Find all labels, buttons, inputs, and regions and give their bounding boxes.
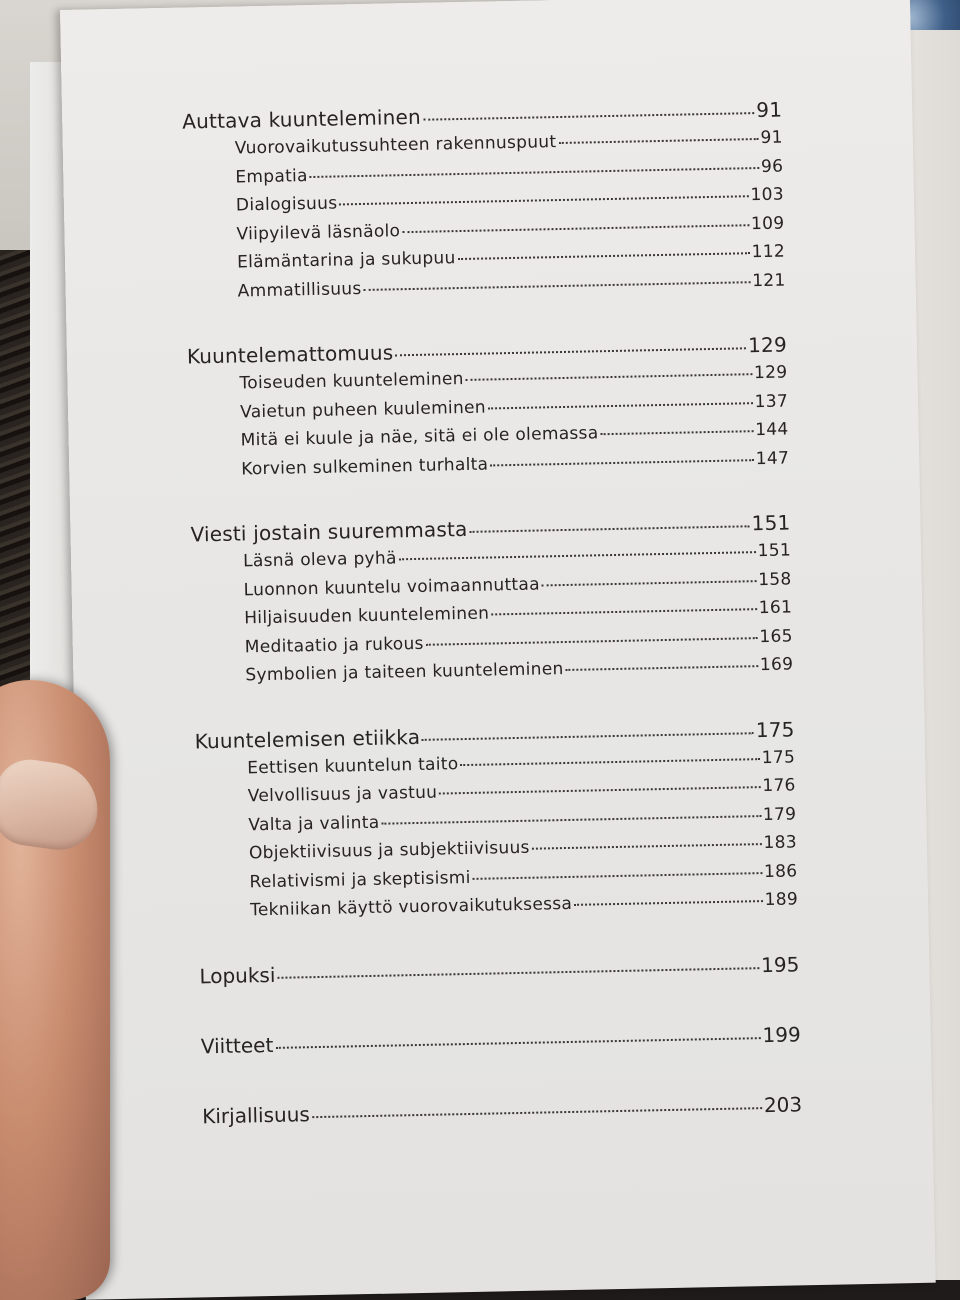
dot-leader xyxy=(312,1106,762,1118)
subsection-title: Vuorovaikutussuhteen rakennuspuut xyxy=(234,132,557,159)
page-number: 151 xyxy=(751,510,791,536)
dot-leader xyxy=(532,842,762,850)
dot-leader xyxy=(381,814,761,825)
page-number: 129 xyxy=(747,332,788,358)
page-number: 199 xyxy=(762,1021,801,1047)
chapter-title: Kuuntelemisen etiikka xyxy=(194,724,421,753)
page-number: 176 xyxy=(762,775,796,797)
subsection-title: Relativismi ja skeptisismi xyxy=(249,867,471,892)
subsection-title: Hiljaisuuden kuunteleminen xyxy=(244,603,490,629)
page-number: 103 xyxy=(750,184,785,206)
page-number: 137 xyxy=(754,390,789,412)
page-number: 165 xyxy=(759,625,793,647)
subsection-title: Objektiivisuus ja subjektiivisuus xyxy=(248,837,530,864)
dot-leader xyxy=(600,429,753,435)
dot-leader xyxy=(402,223,749,233)
subsection-title: Vaietun puheen kuuleminen xyxy=(239,397,487,422)
final-title: Lopuksi xyxy=(199,962,276,988)
subsection-title: Meditaatio ja rukous xyxy=(244,633,424,657)
dot-leader xyxy=(310,166,759,178)
subsection-title: Valta ja valinta xyxy=(248,812,380,835)
final-title: Kirjallisuus xyxy=(201,1101,311,1128)
subsection-title: Viipyilevä läsnäolo xyxy=(236,220,401,245)
toc-section xyxy=(190,510,793,695)
subsection-title: Tekniikan käyttö vuorovaikutuksessa xyxy=(249,893,573,921)
chapter-title: Viesti jostain suuremmasta xyxy=(190,516,468,547)
subsection-title: Läsnä oleva pyhä xyxy=(242,548,397,572)
page-number: 147 xyxy=(755,447,790,469)
table-of-contents xyxy=(182,98,802,1134)
dot-leader xyxy=(395,346,746,356)
page-number: 144 xyxy=(755,419,789,441)
page-number: 112 xyxy=(751,241,786,263)
page-number: 129 xyxy=(753,362,788,384)
dot-leader xyxy=(574,899,763,906)
page-number: 175 xyxy=(755,716,795,742)
dot-leader xyxy=(488,401,753,409)
toc-section xyxy=(187,332,790,488)
subsection-title: Eettisen kuuntelun taito xyxy=(247,753,459,778)
dot-leader xyxy=(491,607,757,615)
dot-leader xyxy=(439,785,760,794)
page-number: 121 xyxy=(752,269,786,291)
dot-leader xyxy=(399,550,756,560)
page-number: 91 xyxy=(760,127,783,148)
page-number: 189 xyxy=(764,889,799,911)
subsection-title: Korvien sulkeminen turhalta xyxy=(241,453,489,479)
dot-leader xyxy=(423,111,754,121)
page-number: 175 xyxy=(761,746,796,768)
toc-section xyxy=(182,98,786,311)
subsection-title: Velvollisuus ja vastuu xyxy=(247,782,438,807)
page-number: 109 xyxy=(750,213,785,234)
chapter-title: Kuuntelemattomuus xyxy=(186,340,394,369)
toc-section xyxy=(194,717,798,930)
page-number: 195 xyxy=(760,951,800,977)
subsection-title: Elämäntarina ja sukupuu xyxy=(236,248,456,273)
page-number: 158 xyxy=(758,568,792,590)
subsection-title: Ammatillisuus xyxy=(237,278,362,301)
dot-leader xyxy=(426,636,758,646)
page-number: 186 xyxy=(763,860,798,882)
page-number: 183 xyxy=(763,832,798,854)
subsection-title: Toiseuden kuunteleminen xyxy=(239,368,464,394)
subsection-title: Luonnon kuuntelu voimaannuttaa xyxy=(243,573,541,600)
page-number: 151 xyxy=(757,540,792,562)
dot-leader xyxy=(277,966,759,979)
page-number: 161 xyxy=(758,597,793,619)
dot-leader xyxy=(422,731,754,741)
dot-leader xyxy=(460,757,759,766)
dot-leader xyxy=(542,579,756,586)
dot-leader xyxy=(339,194,748,205)
subsection-title: Dialogisuus xyxy=(235,193,338,216)
subsection-title: Symbolien ja taiteen kuunteleminen xyxy=(245,659,564,686)
page-number: 91 xyxy=(756,97,783,123)
page-number: 203 xyxy=(763,1091,803,1117)
dot-leader xyxy=(490,458,754,466)
dot-leader xyxy=(275,1036,760,1049)
dot-leader xyxy=(364,280,751,291)
page-number: 169 xyxy=(759,654,794,676)
dot-leader xyxy=(558,137,758,144)
final-title: Viitteet xyxy=(200,1032,274,1058)
dot-leader xyxy=(466,372,752,381)
subsection-title: Empatia xyxy=(235,165,308,188)
dot-leader xyxy=(473,871,762,880)
subsection-title: Mitä ei kuule ja näe, sitä ei ole olemassa xyxy=(240,423,599,451)
page-number: 96 xyxy=(760,156,784,177)
page-number: 179 xyxy=(762,803,797,825)
dot-leader xyxy=(458,251,750,260)
chapter-title: Auttava kuunteleminen xyxy=(182,104,422,134)
dot-leader xyxy=(566,664,758,671)
dot-leader xyxy=(470,524,750,533)
book-page xyxy=(60,0,936,1300)
